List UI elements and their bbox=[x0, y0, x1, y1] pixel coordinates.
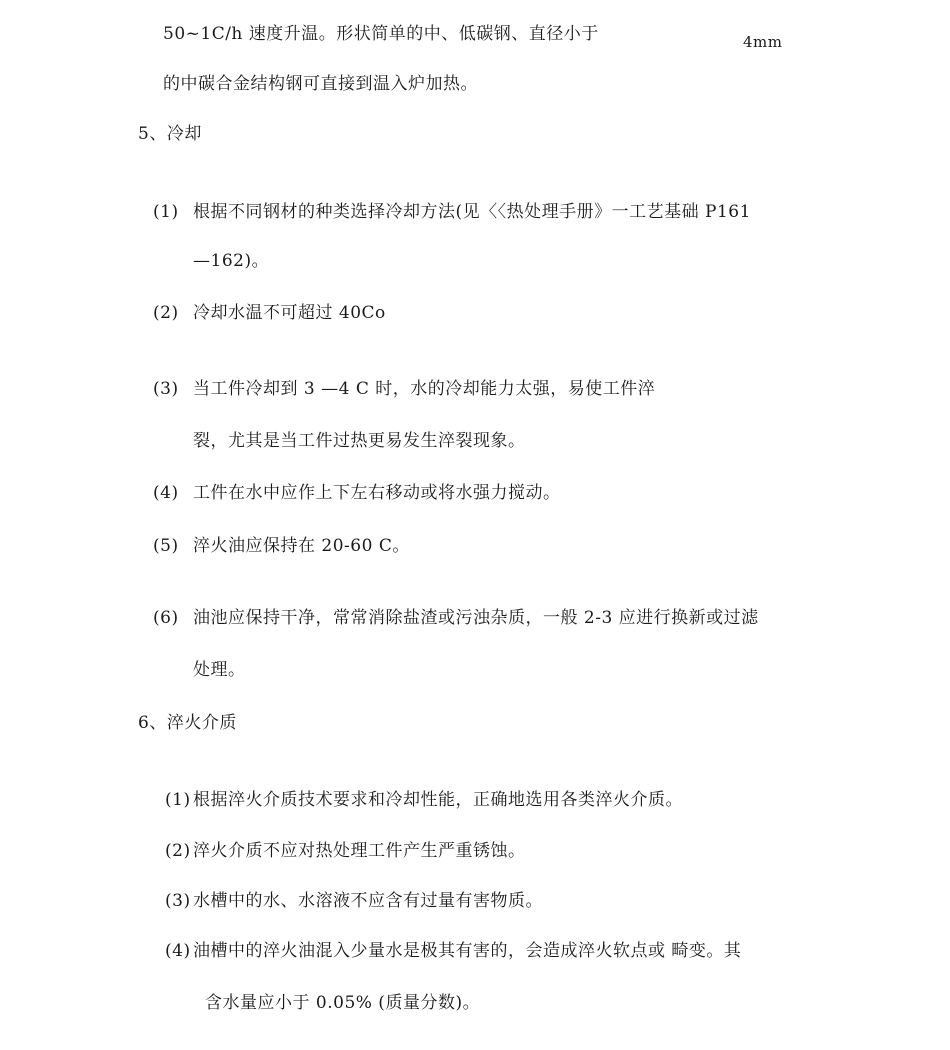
item-text: 油槽中的淬火油混入少量水是极其有害的，会造成淬火软点或 畸变。其 bbox=[193, 941, 742, 961]
item-number: (4) bbox=[165, 941, 191, 961]
section-6-item-4-cont: 含水量应小于 0.05% (质量分数)。 bbox=[205, 993, 481, 1013]
intro-line-1-unit: 4mm bbox=[743, 33, 783, 51]
section-5-item-4 bbox=[153, 483, 561, 503]
section-5-item-2 bbox=[153, 303, 386, 323]
section-6-item-1 bbox=[165, 790, 683, 810]
section-6-heading: 6、淬火介质 bbox=[138, 713, 237, 733]
item-text: 当工件冷却到 3 —4 C 时，水的冷却能力太强，易使工件淬 bbox=[193, 379, 656, 399]
section-5-item-3 bbox=[153, 379, 655, 399]
section-5-item-1-cont: —162)。 bbox=[193, 251, 270, 271]
item-number: (1) bbox=[165, 790, 191, 810]
item-number: (4) bbox=[153, 483, 179, 503]
section-5-heading: 5、冷却 bbox=[138, 124, 202, 144]
section-6-item-3 bbox=[165, 891, 543, 911]
section-5-item-5 bbox=[153, 536, 410, 556]
item-number: (6) bbox=[153, 608, 179, 628]
section-6-item-4 bbox=[165, 941, 741, 961]
item-number: (5) bbox=[153, 536, 179, 556]
item-text: 淬火油应保持在 20-60 C。 bbox=[193, 536, 410, 556]
section-5-item-6-cont: 处理。 bbox=[193, 660, 246, 680]
item-number: (3) bbox=[165, 891, 191, 911]
item-text: 水槽中的水、水溶液不应含有过量有害物质。 bbox=[193, 891, 543, 911]
intro-line-2: 的中碳合金结构钢可直接到温入炉加热。 bbox=[163, 74, 478, 94]
item-number: (3) bbox=[153, 379, 179, 399]
section-6-item-2 bbox=[165, 841, 526, 861]
item-text: 工件在水中应作上下左右移动或将水强力搅动。 bbox=[193, 483, 561, 503]
item-text: 根据淬火介质技术要求和冷却性能，正确地选用各类淬火介质。 bbox=[193, 790, 683, 810]
section-5-item-1 bbox=[153, 202, 751, 222]
item-number: (2) bbox=[165, 841, 191, 861]
item-number: (1) bbox=[153, 202, 179, 222]
item-text: 淬火介质不应对热处理工件产生严重锈蚀。 bbox=[193, 841, 526, 861]
intro-line-1: 50~1C/h 速度升温。形状简单的中、低碳钢、直径小于 bbox=[163, 24, 599, 44]
section-5-item-3-cont: 裂，尤其是当工件过热更易发生淬裂现象。 bbox=[193, 431, 526, 451]
item-number: (2) bbox=[153, 303, 179, 323]
item-text: 根据不同钢材的种类选择冷却方法(见〈〈热处理手册》一工艺基础 P161 bbox=[193, 202, 751, 222]
section-5-item-6 bbox=[153, 608, 759, 628]
item-text: 油池应保持干净，常常消除盐渣或污浊杂质，一般 2-3 应进行换新或过滤 bbox=[193, 608, 759, 628]
item-text: 冷却水温不可超过 40Co bbox=[193, 303, 386, 323]
